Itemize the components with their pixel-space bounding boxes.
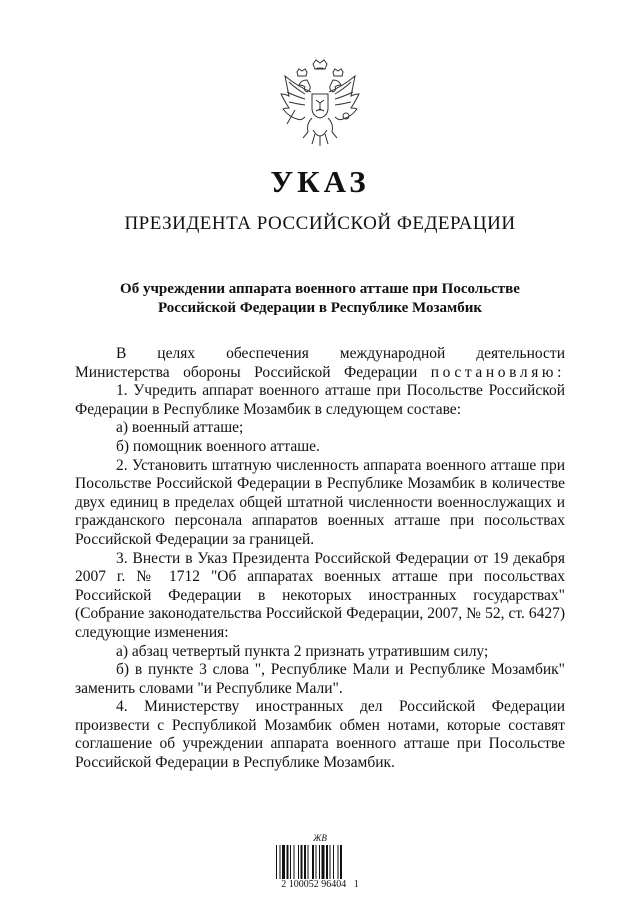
barcode-number: 2 100052 96404 1	[281, 879, 359, 890]
paragraph-3b: б) в пункте 3 слова ", Республике Мали и Республике Мозамбик" заменить словами "и Республике Мали".	[75, 661, 565, 697]
barcode-block	[262, 833, 378, 893]
paragraph-1: 1. Учредить аппарат военного атташе при Посольстве Российской Федерации в Республике Мозамбик в следующем составе:	[75, 382, 565, 418]
paragraph-1a: а) военный атташе;	[116, 419, 244, 437]
heading-line-2: Российской Федерации в Республике Мозамбик	[157, 300, 483, 316]
paragraph-4: 4. Министерству иностранных дел Российской Федерации произвести с Республикой Мозамбик обмен нотами, которые составят соглашение об учреждении аппарата военного атташе при Посольстве Российской Федерации в Республике Мозамбик.	[75, 698, 565, 772]
preamble-line-1: В целях обеспечения международной деятельности	[116, 345, 565, 362]
document-type-title: УКАЗ	[270, 164, 370, 199]
paragraph-2: 2. Установить штатную численность аппарата военного атташе при Посольстве Российской Федерации в Республике Мозамбик в количестве двух единиц в пределах общей штатной численности военнослужащих и гражданского персонала аппаратов военных атташе при посольствах Российской Федерации за границей.	[75, 456, 565, 548]
preamble-line-2	[75, 364, 565, 383]
document-body	[75, 345, 565, 773]
document-heading	[80, 280, 560, 318]
barcode-mark: ЖВ	[313, 833, 327, 843]
heading-line-1: Об учреждении аппарата военного атташе при Посольстве	[120, 281, 520, 297]
issuer-subtitle: ПРЕЗИДЕНТА РОССИЙСКОЙ ФЕДЕРАЦИИ	[124, 213, 516, 234]
preamble-ministry: Министерства обороны Российской Федерации	[75, 363, 418, 381]
barcode-icon	[276, 845, 364, 879]
coat-of-arms-icon	[275, 58, 365, 150]
paragraph-3a: а) абзац четвертый пункта 2 признать утратившим силу;	[116, 642, 489, 660]
paragraph-3: 3. Внести в Указ Президента Российской Федерации от 19 декабря 2007 г. № 1712 "Об аппаратах военных атташе при посольствах Российской Федерации в некоторых иностранных государствах" (Собрание законодательства Российской Федерации, 2007, № 52, ст. 6427) следующие изменения:	[75, 549, 565, 641]
paragraph-1b: б) помощник военного атташе.	[116, 437, 320, 455]
preamble-decree-word: постановляю:	[430, 363, 566, 381]
